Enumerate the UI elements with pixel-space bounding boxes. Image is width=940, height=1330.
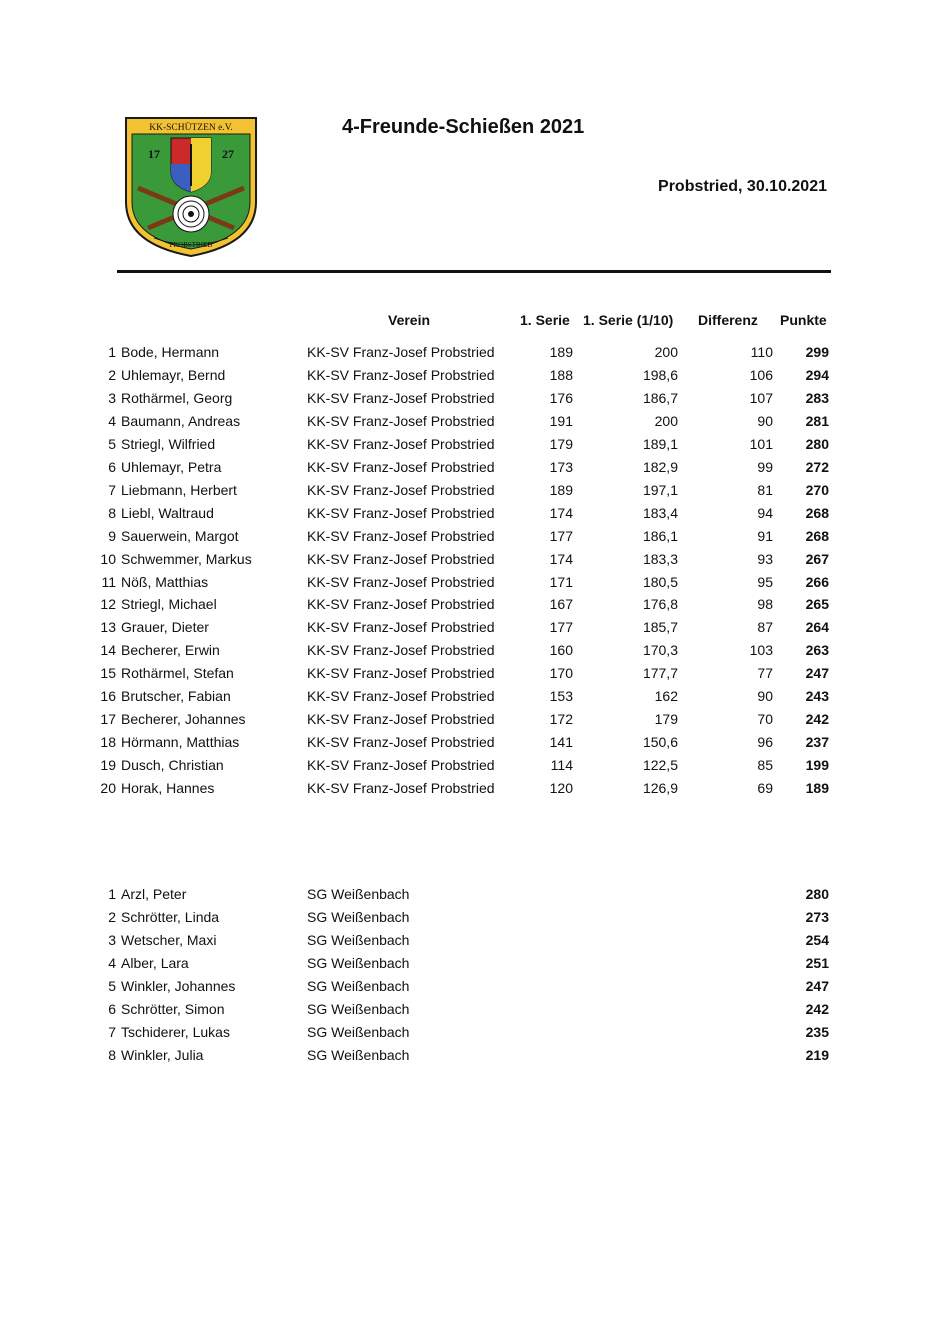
serie1-cell: 176: [549, 389, 573, 406]
table-row: [0, 883, 940, 906]
punkte-cell: 267: [805, 550, 829, 567]
rank-cell: 9: [108, 527, 116, 544]
name-cell: Dusch, Christian: [121, 757, 224, 774]
club-cell: KK-SV Franz-Josef Probstried: [307, 734, 495, 751]
club-cell: KK-SV Franz-Josef Probstried: [307, 596, 495, 613]
serie1-tenth-cell: 126,9: [642, 780, 678, 797]
table-row: [0, 754, 940, 777]
club-cell: SG Weißenbach: [307, 1000, 410, 1017]
club-cell: KK-SV Franz-Josef Probstried: [307, 412, 495, 429]
serie1-tenth-cell: 162: [654, 688, 678, 705]
name-cell: Brutscher, Fabian: [121, 688, 231, 705]
table-row: [0, 502, 940, 525]
serie1-tenth-cell: 197,1: [642, 481, 678, 498]
punkte-cell: 247: [805, 665, 829, 682]
differenz-cell: 110: [750, 344, 773, 360]
rank-cell: 13: [100, 619, 116, 636]
serie1-cell: 174: [549, 550, 573, 567]
differenz-cell: 93: [757, 550, 773, 567]
name-cell: Becherer, Johannes: [121, 711, 246, 728]
rank-cell: 6: [108, 1000, 116, 1017]
table-row: [0, 639, 940, 662]
rank-cell: 8: [108, 1046, 116, 1063]
rank-cell: 2: [108, 366, 116, 383]
club-cell: KK-SV Franz-Josef Probstried: [307, 665, 495, 682]
rank-cell: 3: [108, 931, 116, 948]
punkte-cell: 219: [805, 1046, 829, 1063]
club-cell: SG Weißenbach: [307, 1023, 410, 1040]
serie1-cell: 120: [549, 780, 573, 797]
punkte-cell: 264: [805, 619, 829, 636]
table-row: [0, 548, 940, 571]
serie1-tenth-cell: 200: [654, 412, 678, 429]
serie1-tenth-cell: 189,1: [642, 435, 678, 452]
name-cell: Striegl, Wilfried: [121, 435, 216, 452]
table-row: [0, 571, 940, 594]
punkte-cell: 268: [805, 527, 829, 544]
serie1-tenth-cell: 185,7: [642, 619, 678, 636]
punkte-cell: 294: [805, 366, 829, 383]
punkte-cell: 283: [805, 389, 829, 406]
name-cell: Striegl, Michael: [121, 596, 217, 613]
table-row: [0, 525, 940, 548]
rank-cell: 12: [100, 596, 116, 613]
table-row: [0, 906, 940, 929]
serie1-cell: 189: [549, 344, 573, 360]
differenz-cell: 103: [749, 642, 773, 659]
rank-cell: 1: [108, 344, 116, 360]
serie1-tenth-cell: 183,3: [642, 550, 678, 567]
serie1-cell: 189: [549, 481, 573, 498]
serie1-tenth-cell: 179: [654, 711, 678, 728]
club-cell: KK-SV Franz-Josef Probstried: [307, 573, 495, 590]
serie1-cell: 177: [549, 527, 573, 544]
rank-cell: 20: [100, 780, 116, 797]
differenz-cell: 87: [757, 619, 773, 636]
serie1-tenth-cell: 180,5: [642, 573, 678, 590]
serie1-cell: 179: [549, 435, 573, 452]
club-cell: KK-SV Franz-Josef Probstried: [307, 481, 495, 498]
table-row: [0, 479, 940, 502]
club-cell: KK-SV Franz-Josef Probstried: [307, 642, 495, 659]
differenz-cell: 90: [757, 688, 773, 705]
serie1-cell: 160: [549, 642, 573, 659]
name-cell: Horak, Hannes: [121, 780, 215, 797]
punkte-cell: 270: [805, 481, 829, 498]
serie1-tenth-cell: 186,1: [642, 527, 678, 544]
rank-cell: 4: [108, 954, 116, 971]
table-row: [0, 410, 940, 433]
col-header-serie1-tenth: 1. Serie (1/10): [583, 312, 674, 328]
table-row: [0, 662, 940, 685]
serie1-tenth-cell: 176,8: [642, 596, 678, 613]
differenz-cell: 90: [757, 412, 773, 429]
serie1-cell: 177: [549, 619, 573, 636]
table-row: [0, 341, 940, 364]
punkte-cell: 272: [805, 458, 829, 475]
punkte-cell: 273: [805, 908, 829, 925]
table-row: [0, 975, 940, 998]
rank-cell: 4: [108, 412, 116, 429]
differenz-cell: 106: [749, 366, 773, 383]
table-row: [0, 433, 940, 456]
table-row: [0, 952, 940, 975]
club-cell: SG Weißenbach: [307, 977, 410, 994]
serie1-tenth-cell: 177,7: [642, 665, 678, 682]
name-cell: Liebl, Waltraud: [121, 504, 214, 521]
rank-cell: 11: [101, 573, 116, 590]
logo-year-right: 27: [222, 147, 234, 161]
rank-cell: 3: [108, 389, 116, 406]
differenz-cell: 91: [757, 527, 773, 544]
table-row: [0, 998, 940, 1021]
club-cell: KK-SV Franz-Josef Probstried: [307, 688, 495, 705]
punkte-cell: 268: [805, 504, 829, 521]
rank-cell: 6: [108, 458, 116, 475]
serie1-cell: 170: [549, 665, 573, 682]
name-cell: Uhlemayr, Petra: [121, 458, 222, 475]
rank-cell: 18: [100, 734, 116, 751]
logo-target: [173, 196, 209, 232]
punkte-cell: 242: [805, 711, 829, 728]
serie1-cell: 188: [549, 366, 573, 383]
club-cell: SG Weißenbach: [307, 886, 410, 902]
punkte-cell: 243: [805, 688, 829, 705]
col-header-verein: Verein: [388, 312, 431, 328]
name-cell: Winkler, Johannes: [121, 977, 236, 994]
differenz-cell: 96: [757, 734, 773, 751]
name-cell: Becherer, Erwin: [121, 642, 220, 659]
club-cell: KK-SV Franz-Josef Probstried: [307, 757, 495, 774]
table-row: [0, 708, 940, 731]
serie1-cell: 191: [549, 412, 573, 429]
club-cell: SG Weißenbach: [307, 931, 410, 948]
name-cell: Arzl, Peter: [121, 886, 187, 902]
rank-cell: 16: [100, 688, 116, 705]
rank-cell: 15: [100, 665, 116, 682]
rank-cell: 17: [100, 711, 116, 728]
punkte-cell: 237: [805, 734, 829, 751]
col-header-serie1: 1. Serie: [520, 312, 570, 328]
name-cell: Tschiderer, Lukas: [121, 1023, 230, 1040]
differenz-cell: 70: [757, 711, 773, 728]
serie1-tenth-cell: 183,4: [642, 504, 678, 521]
table-row: [0, 1021, 940, 1044]
serie1-tenth-cell: 122,5: [642, 757, 678, 774]
table-row: [0, 616, 940, 639]
punkte-cell: 266: [805, 573, 829, 590]
name-cell: Baumann, Andreas: [121, 412, 241, 429]
serie1-cell: 173: [549, 458, 573, 475]
table-row: [0, 1044, 940, 1067]
table-row: [0, 929, 940, 952]
punkte-cell: 189: [805, 780, 829, 797]
club-cell: KK-SV Franz-Josef Probstried: [307, 458, 495, 475]
serie1-tenth-cell: 200: [654, 344, 678, 360]
serie1-cell: 114: [550, 757, 573, 774]
differenz-cell: 85: [757, 757, 773, 774]
logo-bottom-text: PROBSTRIED: [169, 241, 213, 249]
table-row: [0, 731, 940, 754]
serie1-tenth-cell: 198,6: [642, 366, 678, 383]
club-cell: KK-SV Franz-Josef Probstried: [307, 504, 495, 521]
punkte-cell: 281: [805, 412, 829, 429]
table-header: [0, 309, 940, 332]
club-cell: KK-SV Franz-Josef Probstried: [307, 711, 495, 728]
punkte-cell: 251: [805, 954, 829, 971]
name-cell: Liebmann, Herbert: [121, 481, 237, 498]
differenz-cell: 101: [749, 435, 773, 452]
club-cell: KK-SV Franz-Josef Probstried: [307, 344, 495, 360]
logo-top-text: KK-SCHÜTZEN e.V.: [149, 123, 233, 133]
name-cell: Winkler, Julia: [121, 1046, 204, 1063]
serie1-tenth-cell: 150,6: [642, 734, 678, 751]
punkte-cell: 242: [805, 1000, 829, 1017]
rank-cell: 10: [100, 550, 116, 567]
name-cell: Uhlemayr, Bernd: [121, 366, 226, 383]
club-logo: [124, 116, 258, 258]
rank-cell: 14: [100, 642, 116, 659]
rank-cell: 8: [108, 504, 116, 521]
serie1-cell: 171: [549, 573, 573, 590]
name-cell: Wetscher, Maxi: [121, 931, 217, 948]
club-cell: SG Weißenbach: [307, 954, 410, 971]
serie1-tenth-cell: 186,7: [642, 389, 678, 406]
serie1-cell: 172: [549, 711, 573, 728]
punkte-cell: 254: [805, 931, 829, 948]
table-row: [0, 685, 940, 708]
differenz-cell: 98: [757, 596, 773, 613]
punkte-cell: 280: [805, 886, 829, 902]
differenz-cell: 99: [757, 458, 773, 475]
table-row: [0, 456, 940, 479]
rank-cell: 5: [108, 977, 116, 994]
club-cell: SG Weißenbach: [307, 908, 410, 925]
name-cell: Schwemmer, Markus: [121, 550, 252, 567]
serie1-cell: 141: [549, 734, 573, 751]
name-cell: Schrötter, Simon: [121, 1000, 225, 1017]
punkte-cell: 235: [805, 1023, 829, 1040]
col-header-differenz: Differenz: [698, 312, 758, 328]
table-row: [0, 777, 940, 800]
differenz-cell: 69: [757, 780, 773, 797]
rank-cell: 7: [108, 481, 116, 498]
serie1-cell: 174: [549, 504, 573, 521]
name-cell: Sauerwein, Margot: [121, 527, 239, 544]
name-cell: Alber, Lara: [121, 954, 189, 971]
logo-year-left: 17: [148, 147, 160, 161]
punkte-cell: 247: [805, 977, 829, 994]
rank-cell: 1: [108, 886, 116, 902]
club-cell: SG Weißenbach: [307, 1046, 410, 1063]
differenz-cell: 81: [757, 481, 773, 498]
punkte-cell: 199: [805, 757, 829, 774]
rank-cell: 19: [100, 757, 116, 774]
differenz-cell: 94: [757, 504, 773, 521]
header-divider: [117, 270, 831, 273]
rank-cell: 7: [108, 1023, 116, 1040]
serie1-cell: 167: [549, 596, 573, 613]
place-date: Probstried, 30.10.2021: [658, 178, 827, 195]
club-cell: KK-SV Franz-Josef Probstried: [307, 435, 495, 452]
punkte-cell: 280: [805, 435, 829, 452]
name-cell: Bode, Hermann: [121, 344, 220, 360]
name-cell: Grauer, Dieter: [121, 619, 209, 636]
col-header-punkte: Punkte: [780, 312, 827, 328]
club-cell: KK-SV Franz-Josef Probstried: [307, 527, 495, 544]
serie1-tenth-cell: 170,3: [642, 642, 678, 659]
serie1-cell: 153: [549, 688, 573, 705]
punkte-cell: 263: [805, 642, 829, 659]
name-cell: Schrötter, Linda: [121, 908, 220, 925]
differenz-cell: 107: [749, 389, 773, 406]
punkte-cell: 265: [805, 596, 829, 613]
differenz-cell: 77: [757, 665, 773, 682]
serie1-tenth-cell: 182,9: [642, 458, 678, 475]
club-cell: KK-SV Franz-Josef Probstried: [307, 366, 495, 383]
name-cell: Rothärmel, Stefan: [121, 665, 234, 682]
name-cell: Nöß, Matthias: [121, 573, 209, 590]
table-row: [0, 364, 940, 387]
differenz-cell: 95: [757, 573, 773, 590]
name-cell: Rothärmel, Georg: [121, 389, 233, 406]
page-title: 4-Freunde-Schießen 2021: [342, 116, 585, 138]
rank-cell: 2: [108, 908, 116, 925]
club-cell: KK-SV Franz-Josef Probstried: [307, 550, 495, 567]
table-row: [0, 593, 940, 616]
name-cell: Hörmann, Matthias: [121, 734, 240, 751]
club-cell: KK-SV Franz-Josef Probstried: [307, 389, 495, 406]
club-cell: KK-SV Franz-Josef Probstried: [307, 780, 495, 797]
table-row: [0, 387, 940, 410]
club-cell: KK-SV Franz-Josef Probstried: [307, 619, 495, 636]
rank-cell: 5: [108, 435, 116, 452]
punkte-cell: 299: [805, 344, 829, 360]
